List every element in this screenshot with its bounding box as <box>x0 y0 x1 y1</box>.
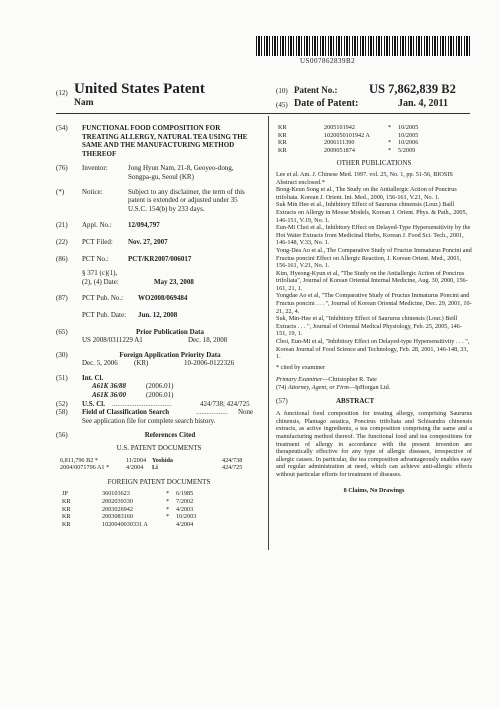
right-column <box>276 124 472 494</box>
invention-title: FUNCTIONAL FOOD COMPOSITION FOR TREATING ALLERGY, NATURAL TEA USING THE SAME AND THE MANUFACTURING METHOD THEREOF <box>82 124 248 158</box>
us-docs-heading: U.S. PATENT DOCUMENTS <box>116 444 202 453</box>
table-row: JP 360103623 * 6/1985 <box>62 490 194 498</box>
barcode-number: US007862839B2 <box>300 57 356 65</box>
other-publications-heading: OTHER PUBLICATIONS <box>336 159 412 168</box>
list-item: Lee et al. Am. J. Chinese Med. 1997. vol. 25, No. 1, pp. 51-56, BIOSIS Abstract enclosed.* <box>276 170 453 186</box>
cited-by-examiner: * cited by examiner <box>276 363 325 371</box>
foreign-docs-table <box>62 490 196 528</box>
code-10: (10) <box>276 87 288 95</box>
attorney-line: (74) Attorney, Agent, or Firm—IpHorgan Ltd. <box>276 384 391 391</box>
date-of-patent-label: Date of Patent: <box>294 98 359 109</box>
table-row: KR 2002039330 * 7/2002 <box>62 498 194 505</box>
code-45: (45) <box>276 101 288 109</box>
table-row: KR 1020050101942 A 10/2005 <box>278 131 419 139</box>
field-58: (58) Field of Classification Search .................. None <box>56 408 254 417</box>
left-column <box>56 124 262 528</box>
claims-count: 8 Claims, No Drawings <box>343 486 405 494</box>
list-item: Suk, Min-Hee et al, "Inhibitory Effect of Saururus chinensis (Lour.) Beill Extracts . . . ", Journal of Oriental Medical Physiology, Feb. 25, 2005, 146-151, 19, 1. <box>276 315 462 338</box>
list-item: Yong-Dea Ao et al., The Comparative Study of Fructus Immaturus Poncini and Fructus poncini Effect on Allergic Reaction, J. Korean Orient. Med., 2001, 156-161, V.21, No. 1. <box>276 246 472 270</box>
patent-no-label: Patent No.: <box>294 85 338 95</box>
field-52: (52) U.S. Cl. .................................. 424/738; 424/725 <box>56 399 250 408</box>
table-row: KR 2003083160 * 10/2003 <box>62 513 197 521</box>
patent-title: United States Patent <box>74 81 205 97</box>
list-item: Choi, Eun-Mi et al, "Inhibitory Effect on Delayed-type Hypersensitivity . . . ", Korean Journal of Food Science and Technology, Feb. 28, 2001, 146-148, 33, 1. <box>276 338 470 361</box>
field-87-date: PCT Pub. Date: Jun. 12, 2008 <box>82 310 178 319</box>
int-cl-2: A61K 36/00 (2006.01) <box>92 391 174 400</box>
field-65: (65) Prior Publication Data <box>56 327 204 336</box>
list-item: Eun-Mi Choi et al., Inhibitory Effect on Delayed-Type Hypersensitivity by the Hot Water Extracts from Medicinal Herbs, Korean J. Food Sci. Tech., 2001, 146-148, V.33, No. 1. <box>276 224 471 247</box>
abstract-text: A functional food composition for treating allergy, comprising Saururus chinensis, Plantago asiatica, Poncirus trifoliata and Schisandra chinensis extracts, as active ingredients, a tea composition comprising the same and a manufacturing method thereof. The functional food and tea compositions for treatment of allergy in accordance with the present invention are therapeutically effective for any type of allergic diseases, irrespective of allergic causes. In particular, the tea composition advantageously enables easy and regular administration at need, which can achieve anti-allergic effects without particular efforts for treatment of diseases. <box>276 410 472 478</box>
int-cl-1: A61K 36/88 (2006.01) <box>92 382 174 391</box>
field-86: (86) PCT No.: PCT/KR2007/006017 <box>56 254 192 263</box>
us-docs-table <box>60 457 242 472</box>
table-row: KR 2005101942 * 10/2005 <box>278 124 419 131</box>
field-76: (76) Inventor: Jong Hyun Nam, 21-8, Geoyeo-dong, Songpa-gu, Seoul (KR) <box>56 164 262 181</box>
inventor-short: Nam <box>74 98 94 108</box>
list-item: Yongdae Ao et al, "The Comparative Study of Fructus Immaturus Poncini and Fructus poncini . . . ", Journal of Korean Oriental Medicine, Dec. 29, 2001, 10-21, 22, 4. <box>276 292 472 315</box>
foreign-docs-heading: FOREIGN PATENT DOCUMENTS <box>107 477 211 486</box>
list-item: Kim, Hyeong-Kyun et al, "The Study on the Antiallergic Action of Poncirus trifoliata", Journal of Korean Oriental Internal Medicine, Aug. 30, 2000, 156-161, 21, 1. <box>276 269 468 292</box>
field-22: (22) PCT Filed: Nov. 27, 2007 <box>56 237 168 246</box>
field-21: (21) Appl. No.: 12/094,797 <box>56 221 160 230</box>
table-row: KR 2006111390 * 10/2006 <box>278 139 419 147</box>
prior-publication: US 2008/0311229 A1 Dec. 18, 2008 <box>82 336 228 345</box>
inventor-name: Jong Hyun Nam, 21-8, Geoyeo-dong, Songpa-gu, Seoul (KR) <box>128 164 234 181</box>
priority-data: Dec. 5, 2006 (KR) 10-2006-0122326 <box>82 359 235 368</box>
barcode <box>256 36 470 56</box>
abstract-heading: ABSTRACT <box>336 396 375 405</box>
field-56: (56) References Cited <box>56 431 196 440</box>
table-row: KR 2009051874 * 5/2009 <box>278 146 416 154</box>
field-notice: (*) Notice: Subject to any disclaimer, the term of this patent is extended or adjusted under 35 U.S.C. 154(b) by 233 days. <box>56 187 245 213</box>
examiner-line: Primary Examiner—Christopher R. Tate <box>276 376 377 384</box>
table-row: 6,811,796 B2 * 11/2004 Yoshida 424/738 <box>60 456 243 464</box>
search-note: See application file for complete search history. <box>82 416 216 425</box>
field-54: (54) FUNCTIONAL FOOD COMPOSITION FOR TREATING ALLERGY, NATURAL TEA USING THE SAME AND THE MANUFACTURING METHOD THEREOF <box>56 124 262 158</box>
table-row: KR 1020040030331 A 4/2004 <box>62 520 194 528</box>
patent-number: US 7,862,839 B2 <box>369 82 456 96</box>
field-30: (30) Foreign Application Priority Data <box>56 350 221 359</box>
list-item: Bong-Keun Song et al., The Study on the Antiallergic Action of Poncirus trifoliata. Korean J. Orient. Int. Med., 2000, 156-161, V.21, No. 1. <box>276 186 457 201</box>
list-item: Suk Min Hee et al., Inhibitory Effect of Saururus chinensis (Lour.) Baill Extracts on Allergy in Mouse Models, Korean J. Orient. Phys. & Path., 2005, 146-151, V.19, No. 1. <box>276 201 468 224</box>
date-of-patent: Jan. 4, 2011 <box>398 98 449 109</box>
field-51: (51) Int. Cl. <box>56 373 104 382</box>
field-87: (87) PCT Pub. No.: WO2008/069484 <box>56 294 188 303</box>
table-row: KR 2003026942 * 4/2003 <box>62 505 194 513</box>
abstract-heading-row: (57) ABSTRACT <box>276 396 375 405</box>
code-12: (12) <box>56 89 68 97</box>
field-371: § 371 (c)(1), (2), (4) Date: May 23, 2008 <box>82 269 194 286</box>
table-row: 2004/0071796 A1 * 4/2004 Li 424/725 <box>60 464 243 472</box>
header-rule <box>56 113 470 114</box>
kr-docs-table <box>278 124 418 154</box>
other-publications-list <box>276 171 472 361</box>
column-divider <box>268 116 269 550</box>
